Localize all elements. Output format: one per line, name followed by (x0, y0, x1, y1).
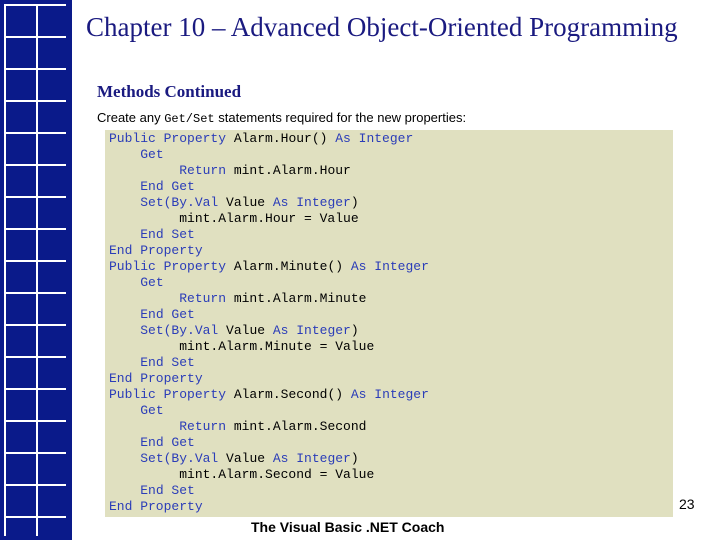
code-listing (109, 131, 429, 515)
code-text: Value (218, 323, 273, 338)
code-keyword: Public Property (109, 259, 227, 274)
sidebar-grid (4, 4, 66, 536)
code-line (109, 435, 195, 450)
intro-text (97, 110, 466, 126)
code-text (109, 163, 179, 178)
code-text: Alarm.Second() (226, 387, 351, 402)
code-line (109, 147, 164, 162)
code-text (109, 291, 179, 306)
code-text (109, 275, 140, 290)
code-keyword: End Property (109, 499, 203, 514)
code-text: ) (350, 195, 359, 210)
code-line (109, 339, 374, 354)
code-keyword: Return (179, 291, 227, 306)
code-keyword: Return (179, 163, 227, 178)
code-text (109, 147, 140, 162)
code-keyword: As Integer (350, 259, 429, 274)
code-keyword: End Set (140, 483, 195, 498)
code-text: mint.Alarm.Hour = Value (109, 211, 359, 226)
code-text (109, 355, 140, 370)
code-text (109, 227, 140, 242)
code-keyword: Get (140, 147, 164, 162)
code-line (109, 291, 366, 306)
code-text (109, 179, 140, 194)
code-keyword: Get (140, 275, 164, 290)
code-text: Alarm.Hour() (226, 131, 336, 146)
code-keyword: Set(By.Val (140, 451, 219, 466)
code-keyword: Set(By.Val (140, 323, 219, 338)
code-line (109, 211, 359, 226)
code-line (109, 387, 429, 402)
code-line (109, 483, 195, 498)
code-keyword: End Set (140, 227, 195, 242)
code-keyword: Set(By.Val (140, 195, 219, 210)
code-text (109, 403, 140, 418)
intro-before: Create any (97, 110, 165, 125)
code-line (109, 227, 195, 242)
code-line (109, 179, 195, 194)
code-keyword: End Property (109, 371, 203, 386)
code-keyword: Public Property (109, 131, 227, 146)
code-block (105, 130, 673, 517)
code-text (109, 323, 140, 338)
code-text: ) (350, 323, 359, 338)
code-text (109, 483, 140, 498)
code-text: mint.Alarm.Minute (226, 291, 367, 306)
code-line (109, 419, 366, 434)
code-keyword: As Integer (272, 323, 351, 338)
code-keyword: As Integer (272, 451, 351, 466)
page-number: 23 (679, 496, 695, 512)
code-text: Value (218, 195, 273, 210)
code-keyword: As Integer (335, 131, 414, 146)
code-line (109, 323, 359, 338)
code-text: ) (350, 451, 359, 466)
code-line (109, 403, 164, 418)
code-text: mint.Alarm.Minute = Value (109, 339, 375, 354)
code-text: mint.Alarm.Second (226, 419, 367, 434)
code-keyword: End Get (140, 435, 195, 450)
code-keyword: Public Property (109, 387, 227, 402)
code-line (109, 451, 359, 466)
code-keyword: End Get (140, 307, 195, 322)
code-line (109, 307, 195, 322)
code-text: Value (218, 451, 273, 466)
intro-after: statements required for the new properties: (214, 110, 467, 125)
code-line (109, 499, 203, 514)
code-line (109, 243, 203, 258)
code-line (109, 259, 429, 274)
code-line (109, 131, 413, 146)
code-text (109, 451, 140, 466)
intro-code: Get/Set (164, 112, 215, 126)
code-text: mint.Alarm.Second = Value (109, 467, 375, 482)
code-keyword: Return (179, 419, 227, 434)
sidebar-decoration (0, 0, 72, 540)
code-keyword: End Property (109, 243, 203, 258)
footer-text: The Visual Basic .NET Coach (251, 519, 445, 535)
slide-title: Chapter 10 – Advanced Object-Oriented Programming (86, 12, 678, 42)
code-line (109, 195, 359, 210)
code-text: Alarm.Minute() (226, 259, 351, 274)
code-text (109, 195, 140, 210)
code-line (109, 355, 195, 370)
code-keyword: As Integer (350, 387, 429, 402)
code-line (109, 275, 164, 290)
code-text (109, 435, 140, 450)
code-keyword: End Set (140, 355, 195, 370)
slide-subtitle: Methods Continued (97, 82, 242, 101)
code-keyword: End Get (140, 179, 195, 194)
code-text (109, 419, 179, 434)
code-keyword: As Integer (272, 195, 351, 210)
code-line (109, 163, 351, 178)
code-keyword: Get (140, 403, 164, 418)
code-line (109, 371, 203, 386)
code-text (109, 307, 140, 322)
code-text: mint.Alarm.Hour (226, 163, 351, 178)
code-line (109, 467, 374, 482)
